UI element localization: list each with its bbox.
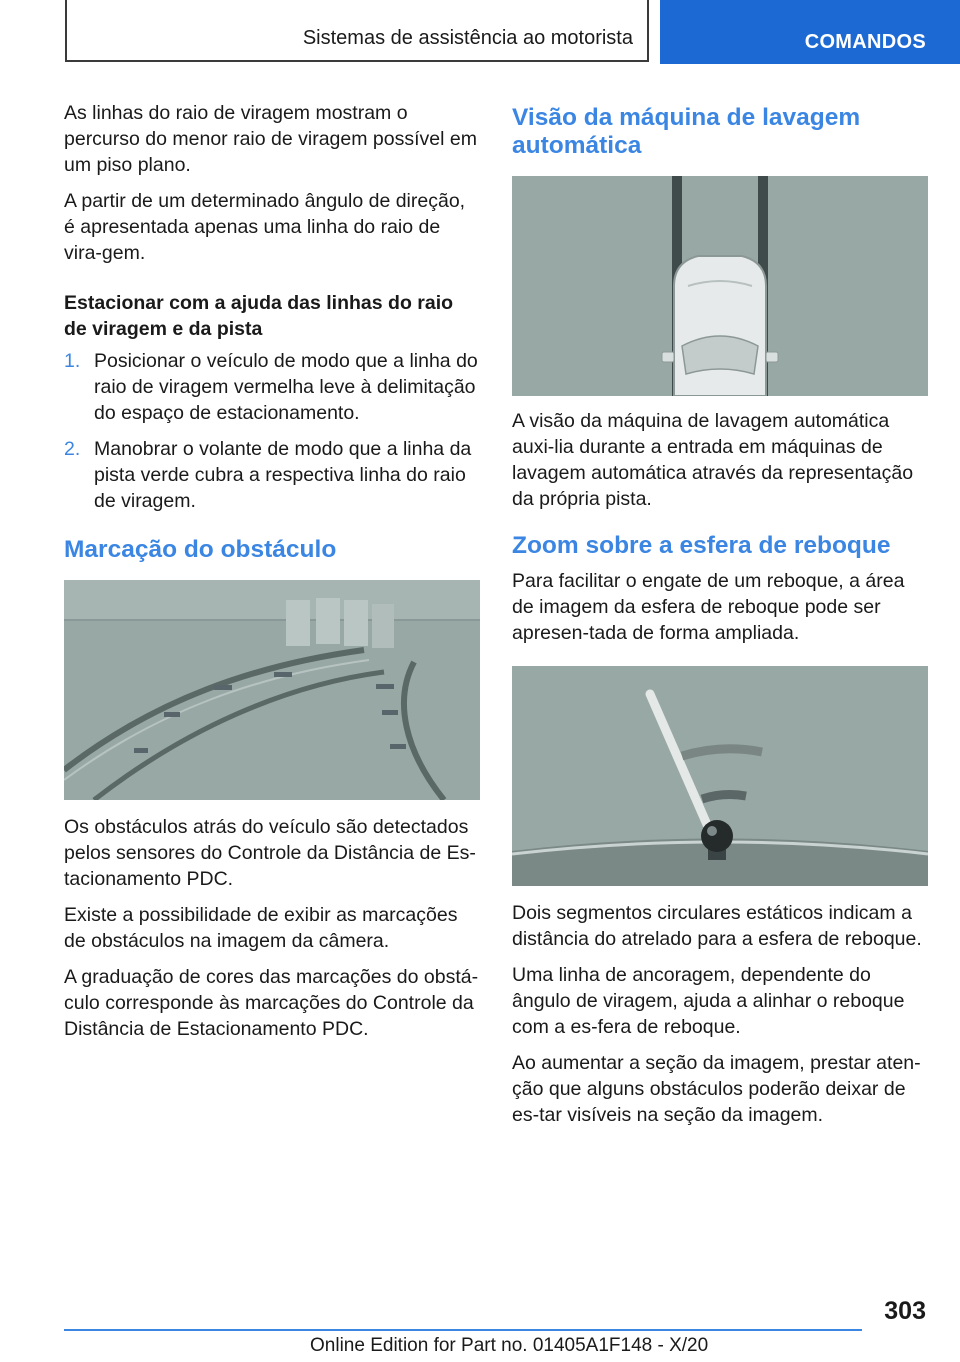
obstacle-paragraph-1: Os obstáculos atrás do veículo são detectados pelos sensores do Controle da Distância de Es-tacionamento PDC. <box>64 816 476 890</box>
chapter-tab[interactable]: COMANDOS <box>660 0 960 64</box>
zoom-paragraph-4: Ao aumentar a seção da imagem, prestar aten-ção que alguns obstáculos poderão deixar de es-tar visíveis na seção da imagem. <box>512 1052 921 1126</box>
carwash-paragraph-1: A visão da máquina de lavagem automática auxi-lia durante a entrada em máquinas de lavagem automática através da representação da própria pista. <box>512 410 914 510</box>
step-number: 1. <box>64 350 81 372</box>
list-item <box>64 348 480 426</box>
step-number: 2. <box>64 438 81 460</box>
zoom-heading: Zoom sobre a esfera de reboque <box>512 532 891 559</box>
tow-ball-zoom-figure <box>512 666 928 886</box>
carwash-view-figure <box>512 176 928 396</box>
zoom-paragraph-3: Uma linha de ancoragem, dependente do ângulo de viragem, ajuda a alinhar o reboque com a es-fera de reboque. <box>512 964 905 1038</box>
intro-paragraph-2: A partir de um determinado ângulo de direção, é apresentada apenas uma linha do raio de vira-gem. <box>64 190 466 264</box>
carwash-heading: Visão da máquina de lavagem automática <box>512 104 861 159</box>
zoom-paragraph-2: Dois segmentos circulares estáticos indicam a distância do atrelado para a esfera de reboque. <box>512 902 922 950</box>
obstacle-paragraph-3: A graduação de cores das marcações do obstá-culo corresponde às marcações do Controle da Distância de Estacionamento PDC. <box>64 966 479 1040</box>
page-number: 303 <box>884 1297 926 1325</box>
obstacle-marking-figure <box>64 580 480 800</box>
intro-paragraph-1: As linhas do raio de viragem mostram o percurso do menor raio de viragem possível em um piso plano. <box>64 102 477 176</box>
left-column <box>64 100 480 1052</box>
obstacle-heading: Marcação do obstáculo <box>64 536 337 563</box>
section-title: Sistemas de assistência ao motorista <box>302 27 633 49</box>
step-text: Posicionar o veículo de modo que a linha do raio de viragem vermelha leve à delimitação do espaço de estacionamento. <box>94 350 478 424</box>
obstacle-paragraph-2: Existe a possibilidade de exibir as marcações de obstáculos na imagem da câmera. <box>64 904 458 952</box>
zoom-paragraph-1: Para facilitar o engate de um reboque, a área de imagem da esfera de reboque pode ser apresen-tada de forma ampliada. <box>512 570 905 644</box>
parking-heading: Estacionar com a ajuda das linhas do raio de viragem e da pista <box>64 292 454 340</box>
parking-steps-list <box>64 348 480 514</box>
edition-info: Online Edition for Part no. 01405A1F148 - X/20 <box>310 1335 709 1356</box>
footer-divider <box>64 1329 862 1331</box>
right-column <box>512 100 928 1138</box>
list-item <box>64 436 480 514</box>
step-text: Manobrar o volante de modo que a linha da pista verde cubra a respectiva linha do raio de viragem. <box>94 438 472 512</box>
header-section-box <box>65 0 649 62</box>
